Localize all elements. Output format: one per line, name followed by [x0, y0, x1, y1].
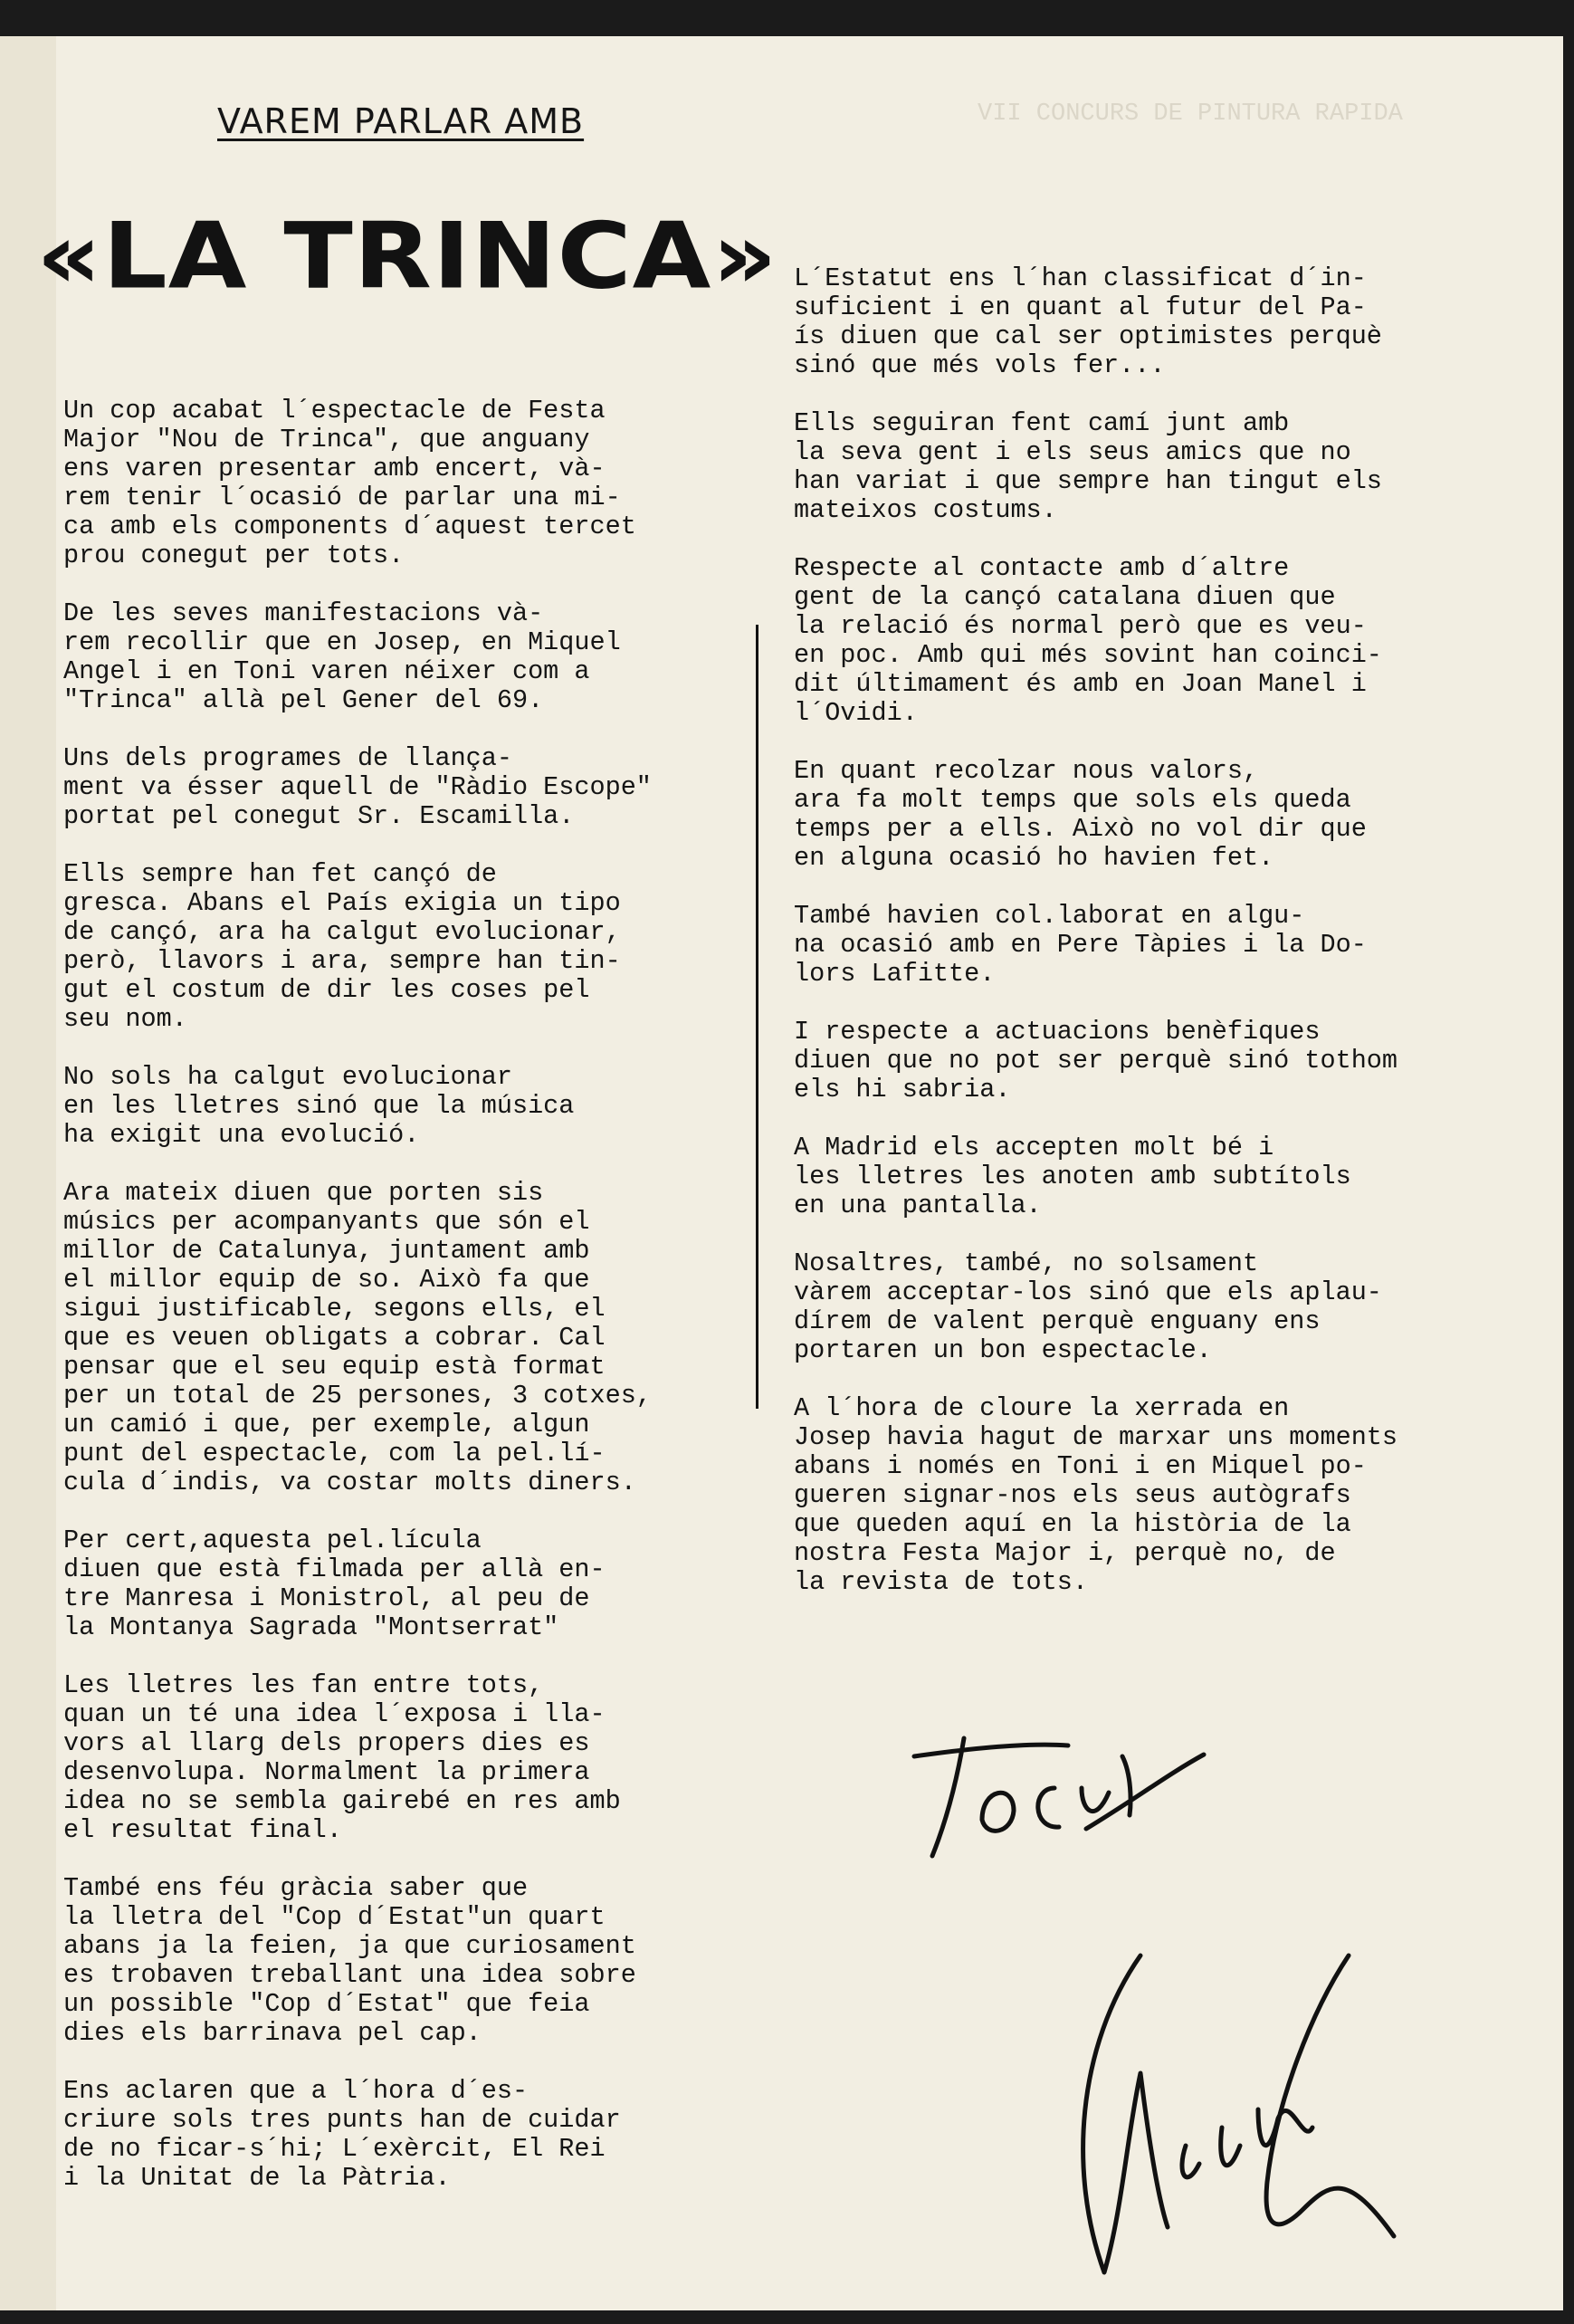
show-through-heading: VII CONCURS DE PINTURA RAPIDA [978, 100, 1403, 128]
paragraph: Nosaltres, també, no solsament vàrem acceptar-los sinó que els aplau- dírem de valent perquè enguany ens portaren un bon espectacle. [794, 1248, 1382, 1365]
paragraph: Ara mateix diuen que porten sis músics per acompanyants que són el millor de Catalunya, juntament amb el millor equip de so. Això fa que sigui justificable, segons ells, el que es veuen obligats a cobrar. Cal pensar que el seu equip està format per un total de 25 persones, 3 cotxes, un camió i que, per exemple, algun punt del espectacle, com la pel.lí- cula d´indis, va costar molts diners. [63, 1178, 652, 1497]
left-column [63, 397, 778, 2222]
paragraph: Respecte al contacte amb d´altre gent de la cançó catalana diuen que la relació és normal però que es veu- en poc. Amb qui més sovint han coinci- dit últimament és amb en Joan Manel i l´Ovidi. [794, 553, 1382, 728]
paragraph: I respecte a actuacions benèfiques diuen que no pot ser perquè sinó tothom els hi sabria. [794, 1017, 1398, 1105]
paragraph: Ens aclaren que a l´hora d´es- criure sols tres punts han de cuidar de no ficar-s´hi; L´exèrcit, El Rei i la Unitat de la Pàtria. [63, 2076, 621, 2193]
paragraph: L´Estatut ens l´han classificat d´in- suficient i en quant al futur del Pa- ís diuen que cal ser optimistes perquè sinó que més vols fer... [794, 263, 1382, 380]
article-headline: «LA TRINCA» [36, 204, 778, 310]
paragraph: Un cop acabat l´espectacle de Festa Major "Nou de Trinca", que anguany ens varen presentar amb encert, và- rem tenir l´ocasió de parlar una mi- ca amb els components d´aquest tercet prou conegut per tots. [63, 396, 636, 570]
right-column [794, 264, 1509, 1626]
paragraph: Ells seguiran fent camí junt amb la seva gent i els seus amics que no han variat i que sempre han tingut els mateixos costums. [794, 408, 1382, 525]
paragraph: També havien col.laborat en algu- na ocasió amb en Pere Tàpies i la Do- lors Lafitte. [794, 901, 1367, 989]
paragraph: També ens féu gràcia saber que la lletra del "Cop d´Estat"un quart abans ja la feien, ja que curiosament es trobaven treballant una idea sobre un possible "Cop d´Estat" que feia dies els barrinava pel cap. [63, 1873, 636, 2048]
paragraph: Per cert,aquesta pel.lícula diuen que està filmada per allà en- tre Manresa i Monistrol, al peu de la Montanya Sagrada "Montserrat" [63, 1525, 606, 1642]
paragraph: De les seves manifestacions và- rem recollir que en Josep, en Miquel Angel i en Toni varen néixer com a "Trinca" allà pel Gener del 69. [63, 598, 621, 715]
paragraph: A Madrid els accepten molt bé i les lletres les anoten amb subtítols en una pantalla. [794, 1133, 1351, 1220]
adjacent-page-edge [0, 36, 58, 2310]
paragraph: No sols ha calgut evolucionar en les lletres sinó que la música ha exigit una evolució. [63, 1062, 575, 1150]
column-divider [756, 625, 758, 1409]
signature-miquel [1041, 1937, 1403, 2300]
paragraph: En quant recolzar nous valors, ara fa molt temps que sols els queda temps per a ells. Això no vol dir que en alguna ocasió ho havien fet. [794, 756, 1367, 873]
paragraph: A l´hora de cloure la xerrada en Josep havia hagut de marxar uns moments abans i només en Toni i en Miquel po- gueren signar-nos els seus autògrafs que queden aquí en la història de la nostra Festa Major i, perquè no, de la revista de tots. [794, 1393, 1398, 1597]
signature-toni [896, 1702, 1213, 1883]
paragraph: Ells sempre han fet cançó de gresca. Abans el País exigia un tipo de cançó, ara ha calgut evolucionar, però, llavors i ara, sempre han tin- gut el costum de dir les coses pel seu nom. [63, 859, 621, 1034]
paragraph: Les lletres les fan entre tots, quan un té una idea l´exposa i lla- vors al llarg dels propers dies es desenvolupa. Normalment la primera idea no se sembla gairebé en res amb el resultat final. [63, 1670, 621, 1845]
article-kicker: VAREM PARLAR AMB [217, 101, 585, 141]
paragraph: Uns dels programes de llança- ment va ésser aquell de "Ràdio Escope" portat pel conegut Sr. Escamilla. [63, 743, 652, 831]
